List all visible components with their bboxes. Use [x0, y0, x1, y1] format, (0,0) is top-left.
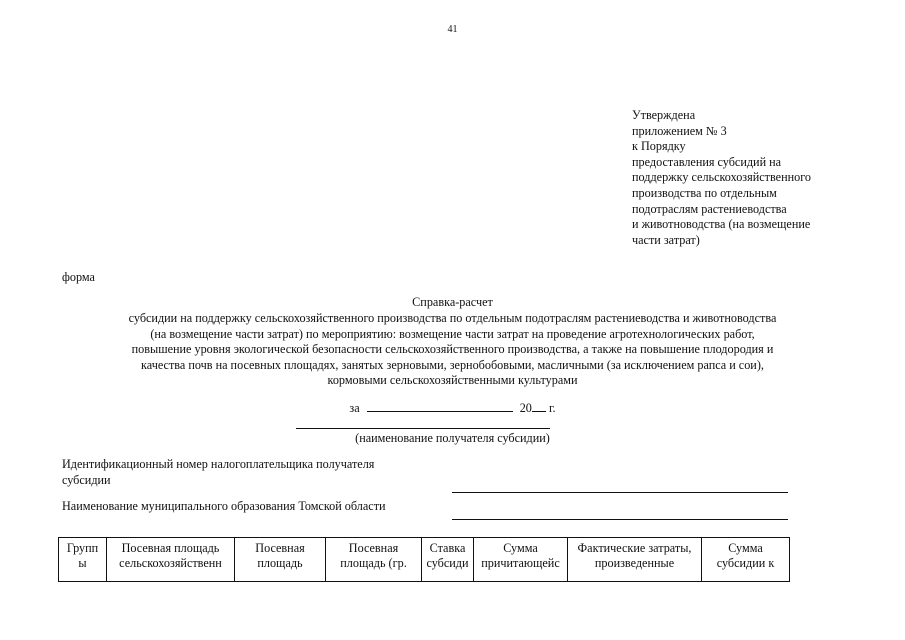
year-prefix: 20	[519, 401, 532, 415]
period-blank[interactable]	[367, 401, 513, 412]
table-header-row	[59, 538, 790, 582]
calculation-table	[58, 537, 790, 582]
approval-line: предоставления субсидий на	[632, 154, 782, 169]
approval-line: и животноводства (на возмещение	[632, 217, 811, 232]
approval-line: к Порядку	[632, 139, 686, 154]
subtitle-line: (на возмещение части затрат) по мероприятию: возмещение части затрат на проведение агротехнологических работ,	[150, 326, 755, 341]
approval-line: поддержку сельскохозяйственного	[632, 170, 812, 185]
document-subtitle	[40, 311, 865, 389]
municipality-field-line[interactable]	[452, 519, 788, 520]
approval-line: приложением № 3	[632, 123, 727, 138]
header-cell-subsidy-amount: Сумма субсидии к	[702, 538, 790, 582]
approval-line: производства по отдельным	[632, 185, 777, 200]
subtitle-line: кормовыми сельскохозяйственными культурами	[327, 373, 578, 388]
inn-field-line[interactable]	[452, 492, 788, 493]
municipality-label: Наименование муниципального образования Томской области	[62, 499, 386, 513]
subtitle-line: субсидии на поддержку сельскохозяйственного производства по отдельным подотраслям растениеводства и животноводства	[128, 311, 777, 325]
year-suffix: г.	[548, 401, 556, 415]
period-prefix: за	[349, 401, 360, 415]
header-cell-amount-due: Сумма причитающейс	[474, 538, 568, 582]
recipient-name-line[interactable]	[296, 428, 550, 429]
approval-line: подотраслям растениеводства	[632, 201, 787, 216]
header-cell-actual-costs: Фактические затраты, произведенные	[568, 538, 702, 582]
approval-line: Утверждена	[632, 108, 696, 122]
inn-label-line: Идентификационный номер налогоплательщика получателя	[62, 457, 375, 471]
inn-label-line: субсидии	[62, 472, 111, 487]
approval-line: части затрат)	[632, 232, 700, 247]
recipient-caption: (наименование получателя субсидии)	[355, 431, 550, 445]
year-blank[interactable]	[532, 401, 546, 412]
page-number: 41	[447, 24, 458, 35]
forma-label: форма	[62, 270, 95, 284]
subtitle-line: качества почв на посевных площадях, занятых зерновыми, зернобобовыми, масличными (за исключением рапса и сои),	[141, 357, 764, 372]
inn-label	[62, 457, 374, 488]
header-cell-subsidy-rate: Ставка субсиди	[422, 538, 474, 582]
document-title: Справка-расчет	[412, 295, 493, 309]
header-cell-groups: Групп ы	[59, 538, 107, 582]
period-line	[0, 401, 905, 416]
approval-block	[632, 108, 811, 248]
subtitle-line: повышение уровня экологической безопасности сельскохозяйственного производства, а также на повышение плодородия и	[131, 342, 774, 357]
header-cell-sown-area: Посевная площадь	[235, 538, 326, 582]
header-cell-sown-area-agricultural: Посевная площадь сельскохозяйственн	[107, 538, 235, 582]
header-cell-sown-area-gr: Посевная площадь (гр.	[326, 538, 422, 582]
